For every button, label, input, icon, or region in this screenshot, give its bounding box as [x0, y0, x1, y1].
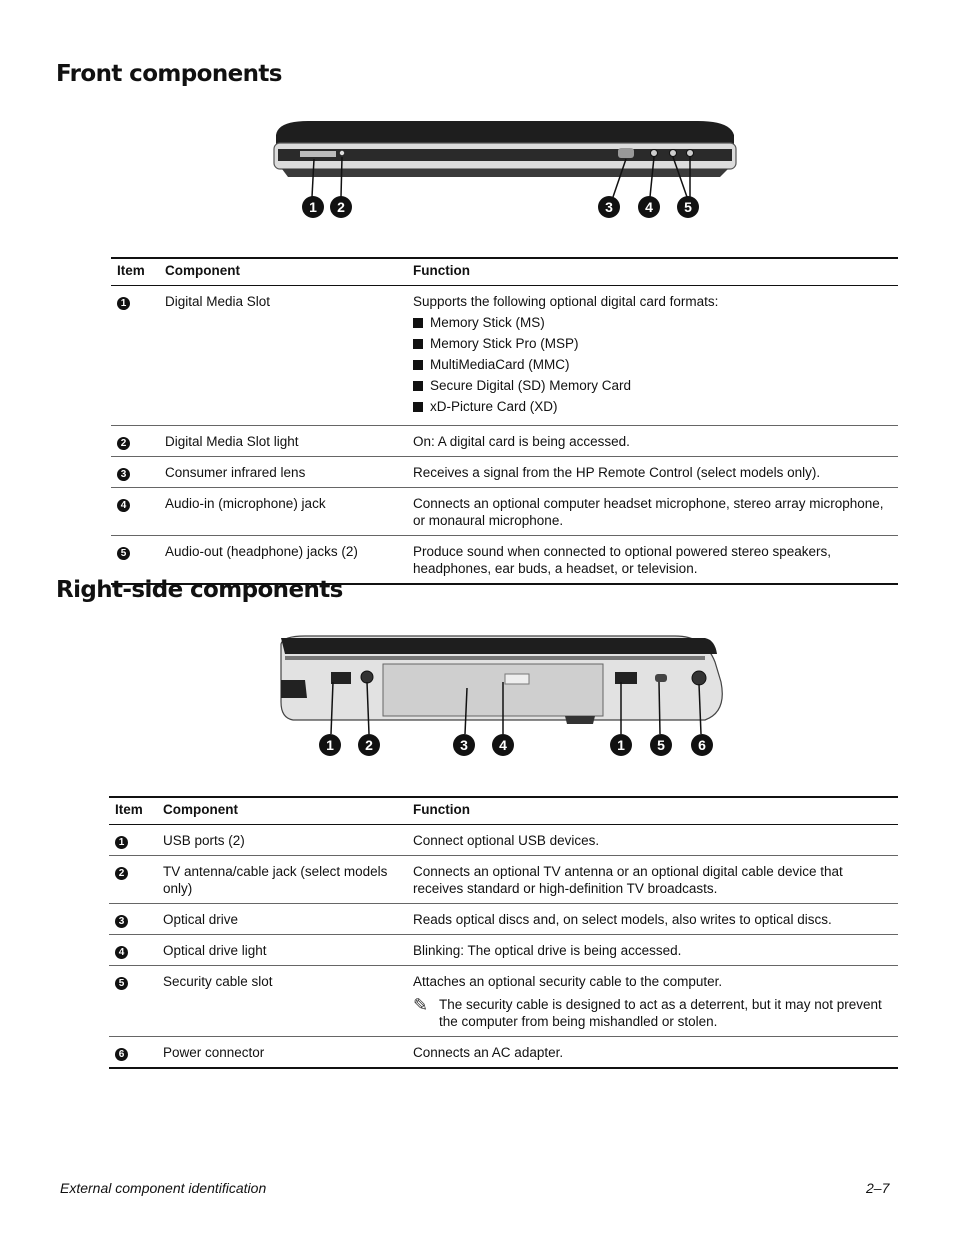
callout-label: 5 [657, 737, 665, 753]
component-name: Power connector [163, 1045, 265, 1060]
table-row [111, 457, 898, 488]
callout-label: 4 [499, 737, 507, 753]
callout-label: 3 [460, 737, 468, 753]
component-function [407, 286, 898, 426]
table-header-row [109, 797, 898, 825]
list-item: xD-Picture Card (XD) [413, 398, 892, 415]
component-function: Connects an optional computer headset microphone, stereo array microphone, or monaural microphone. [413, 496, 884, 528]
card-format-list [413, 314, 892, 415]
table-row [109, 856, 898, 904]
component-name: Digital Media Slot [165, 294, 271, 309]
front-components-table [111, 257, 898, 585]
column-header-component: Component [163, 802, 238, 817]
table-row [109, 966, 898, 1037]
component-name: USB ports (2) [163, 833, 245, 848]
item-number: 1 [115, 836, 128, 849]
component-function: Connects an AC adapter. [413, 1045, 564, 1060]
item-number: 3 [115, 915, 128, 928]
column-header-function: Function [413, 263, 470, 278]
bullet-square-icon [413, 402, 423, 412]
callout-label: 4 [645, 199, 653, 215]
column-header-item: Item [117, 263, 145, 278]
component-name: Optical drive light [163, 943, 267, 958]
component-function: Connects an optional TV antenna or an optional digital cable device that receives standard or high-definition TV broadcasts. [413, 864, 843, 896]
item-number: 5 [115, 977, 128, 990]
callout-label: 5 [684, 199, 692, 215]
footer-page-number: 2–7 [866, 1180, 890, 1196]
item-number: 6 [115, 1048, 128, 1061]
item-number: 4 [115, 946, 128, 959]
component-function: Connect optional USB devices. [413, 833, 600, 848]
component-function: On: A digital card is being accessed. [413, 434, 630, 449]
callout-label: 1 [617, 737, 625, 753]
front-callouts [302, 196, 699, 218]
right-side-components-table [109, 796, 898, 1069]
table-row [111, 488, 898, 536]
component-name: Audio-out (headphone) jacks (2) [165, 544, 358, 559]
table-row [111, 286, 898, 426]
item-number: 5 [117, 547, 130, 560]
component-function: Blinking: The optical drive is being accessed. [413, 943, 682, 958]
table-row [109, 1037, 898, 1069]
component-name: Digital Media Slot light [165, 434, 299, 449]
table-header-row [111, 258, 898, 286]
right-side-callouts [319, 734, 713, 756]
column-header-function: Function [413, 802, 470, 817]
column-header-item: Item [115, 802, 143, 817]
list-item: Memory Stick (MS) [413, 314, 892, 331]
function-text: Attaches an optional security cable to the computer. [413, 974, 723, 989]
table-row [109, 904, 898, 935]
callout-label: 1 [309, 199, 317, 215]
item-number: 1 [117, 297, 130, 310]
bullet-square-icon [413, 339, 423, 349]
item-number: 3 [117, 468, 130, 481]
note-text: The security cable is designed to act as a deterrent, but it may not prevent the computer from being mishandled or stolen. [439, 997, 882, 1029]
bullet-square-icon [413, 318, 423, 328]
list-item: Secure Digital (SD) Memory Card [413, 377, 892, 394]
right-side-components-heading: Right-side components [56, 577, 343, 603]
note [413, 996, 892, 1030]
note-pencil-icon: ✎ [413, 995, 429, 1015]
item-number: 2 [117, 437, 130, 450]
front-components-heading: Front components [56, 61, 282, 87]
component-name: Security cable slot [163, 974, 273, 989]
callout-label: 6 [698, 737, 706, 753]
bullet-square-icon [413, 360, 423, 370]
table-row [111, 426, 898, 457]
component-function: Reads optical discs and, on select models, also writes to optical discs. [413, 912, 832, 927]
item-number: 4 [117, 499, 130, 512]
column-header-component: Component [165, 263, 240, 278]
bullet-square-icon [413, 381, 423, 391]
footer-chapter-title: External component identification [60, 1180, 267, 1196]
component-name: Audio-in (microphone) jack [165, 496, 326, 511]
right-side-view-illustration [275, 632, 735, 762]
callout-label: 1 [326, 737, 334, 753]
component-function: Receives a signal from the HP Remote Control (select models only). [413, 465, 821, 480]
table-row [109, 935, 898, 966]
callout-label: 2 [365, 737, 373, 753]
table-row [109, 825, 898, 856]
component-function: Produce sound when connected to optional powered stereo speakers, headphones, ear buds, a headset, or television. [413, 544, 832, 576]
callout-label: 2 [337, 199, 345, 215]
component-name: TV antenna/cable jack (select models only) [163, 864, 388, 896]
callout-label: 3 [605, 199, 613, 215]
component-name: Consumer infrared lens [165, 465, 306, 480]
component-name: Optical drive [163, 912, 239, 927]
list-item: Memory Stick Pro (MSP) [413, 335, 892, 352]
front-view-illustration [268, 115, 740, 225]
list-item: MultiMediaCard (MMC) [413, 356, 892, 373]
item-number: 2 [115, 867, 128, 880]
component-function [407, 966, 898, 1037]
function-text: Supports the following optional digital card formats: [413, 294, 719, 309]
